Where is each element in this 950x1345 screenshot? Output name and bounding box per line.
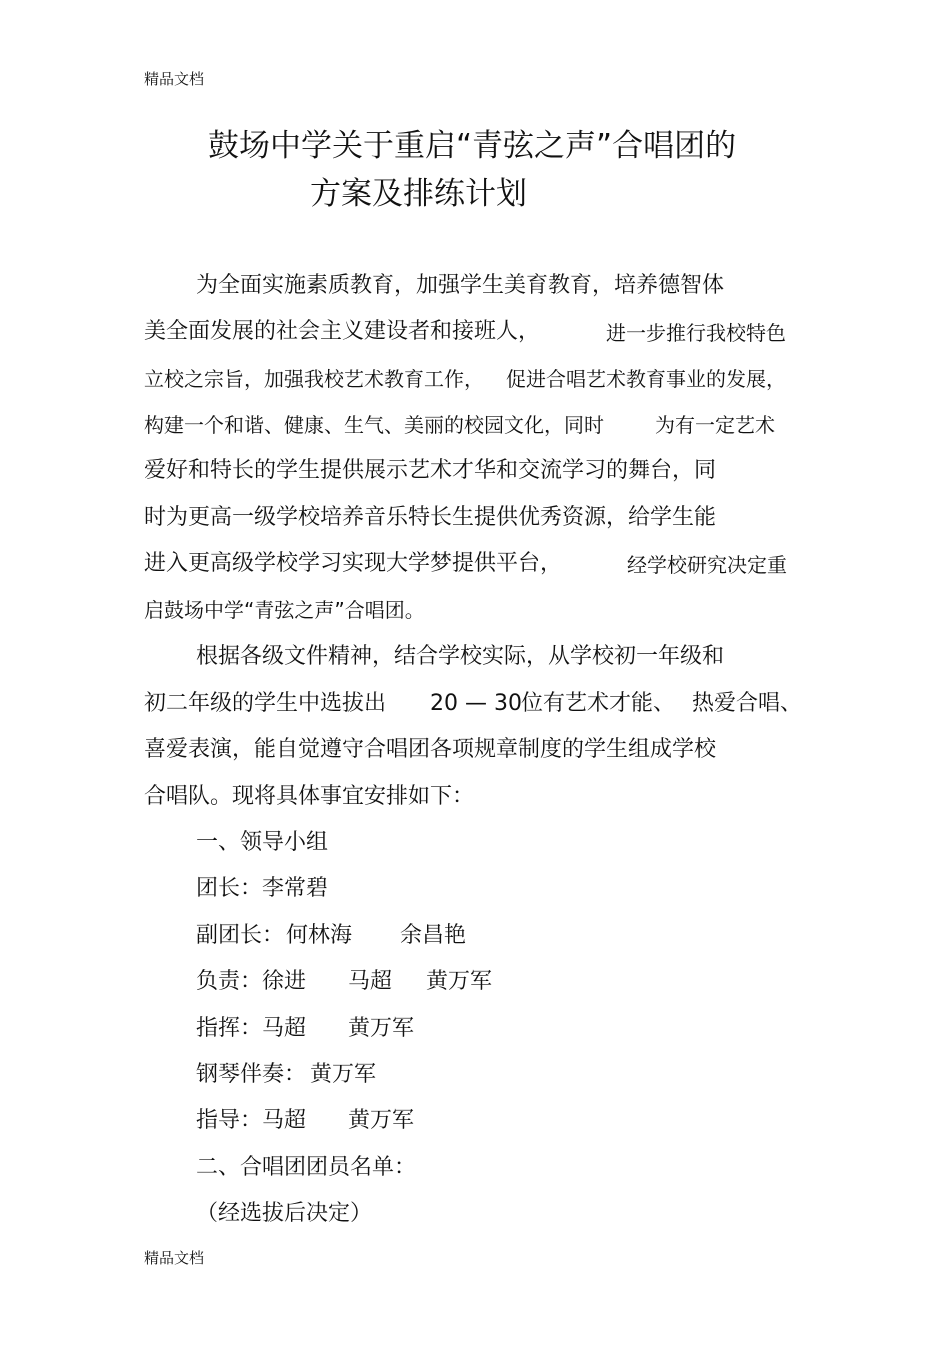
text-line: 合唱队。现将具体事宜安排如下： — [144, 784, 475, 809]
document-title-line-1: 鼓场中学关于重启“青弦之声”合唱团的 — [208, 128, 737, 164]
guide-name: 黄万军 — [348, 1108, 415, 1133]
text-line: 立校之宗旨，加强我校艺术教育工作， — [144, 367, 484, 391]
vice-leader-label: 副团长： — [196, 923, 285, 948]
text-line: 启鼓场中学“青弦之声”合唱团。 — [144, 598, 425, 622]
text-line: 位有艺术才能、 — [521, 691, 676, 716]
text-line: 时为更高一级学校培养音乐特长生提供优秀资源，给学生能 — [144, 505, 717, 530]
piano-label: 钢琴伴奏： — [196, 1062, 307, 1087]
responsible-name: 马超 — [348, 969, 393, 994]
page-footer: 精品文档 — [144, 1249, 205, 1267]
leader-label: 团长： — [196, 876, 263, 901]
guide-name: 马超 — [262, 1108, 307, 1133]
conductor-label: 指挥： — [196, 1016, 263, 1041]
text-line: 经学校研究决定重 — [627, 553, 787, 577]
text-line: 为全面实施素质教育，加强学生美育教育，培养德智体 — [196, 273, 725, 298]
section-note: （经选拔后决定） — [196, 1201, 373, 1226]
section-heading: 一、领导小组 — [196, 830, 329, 855]
text-line: 进一步推行我校特色 — [606, 321, 786, 345]
vice-leader-name: 余昌艳 — [400, 923, 467, 948]
guide-label: 指导： — [196, 1108, 263, 1133]
text-line: 为有一定艺术 — [655, 413, 775, 437]
responsible-label: 负责： — [196, 969, 263, 994]
responsible-name: 徐进 — [262, 969, 307, 994]
text-line: 根据各级文件精神，结合学校实际，从学校初一年级和 — [196, 644, 725, 669]
leader-name: 李常碧 — [262, 876, 329, 901]
text-line: 爱好和特长的学生提供展示艺术才华和交流学习的舞台，同 — [144, 458, 717, 483]
text-line: 美全面发展的社会主义建设者和接班人， — [144, 319, 541, 344]
text-line: 构建一个和谐、健康、生气、美丽的校园文化，同时 — [144, 413, 604, 437]
vice-leader-name: 何林海 — [286, 923, 353, 948]
page-header: 精品文档 — [144, 70, 205, 88]
responsible-name: 黄万军 — [426, 969, 493, 994]
conductor-name: 马超 — [262, 1016, 307, 1041]
document-title-line-2: 方案及排练计划 — [310, 176, 527, 212]
text-line: 进入更高级学校学习实现大学梦提供平台， — [144, 551, 563, 576]
section-heading: 二、合唱团团员名单： — [196, 1155, 417, 1180]
piano-name: 黄万军 — [310, 1062, 377, 1087]
conductor-name: 黄万军 — [348, 1016, 415, 1041]
text-line: 喜爱表演，能自觉遵守合唱团各项规章制度的学生组成学校 — [144, 737, 717, 762]
text-line: 20 — 30 — [430, 691, 522, 716]
text-line: 热爱合唱、 — [692, 691, 803, 716]
text-line: 促进合唱艺术教育事业的发展， — [506, 367, 786, 391]
text-line: 初二年级的学生中选拔出 — [144, 691, 387, 716]
